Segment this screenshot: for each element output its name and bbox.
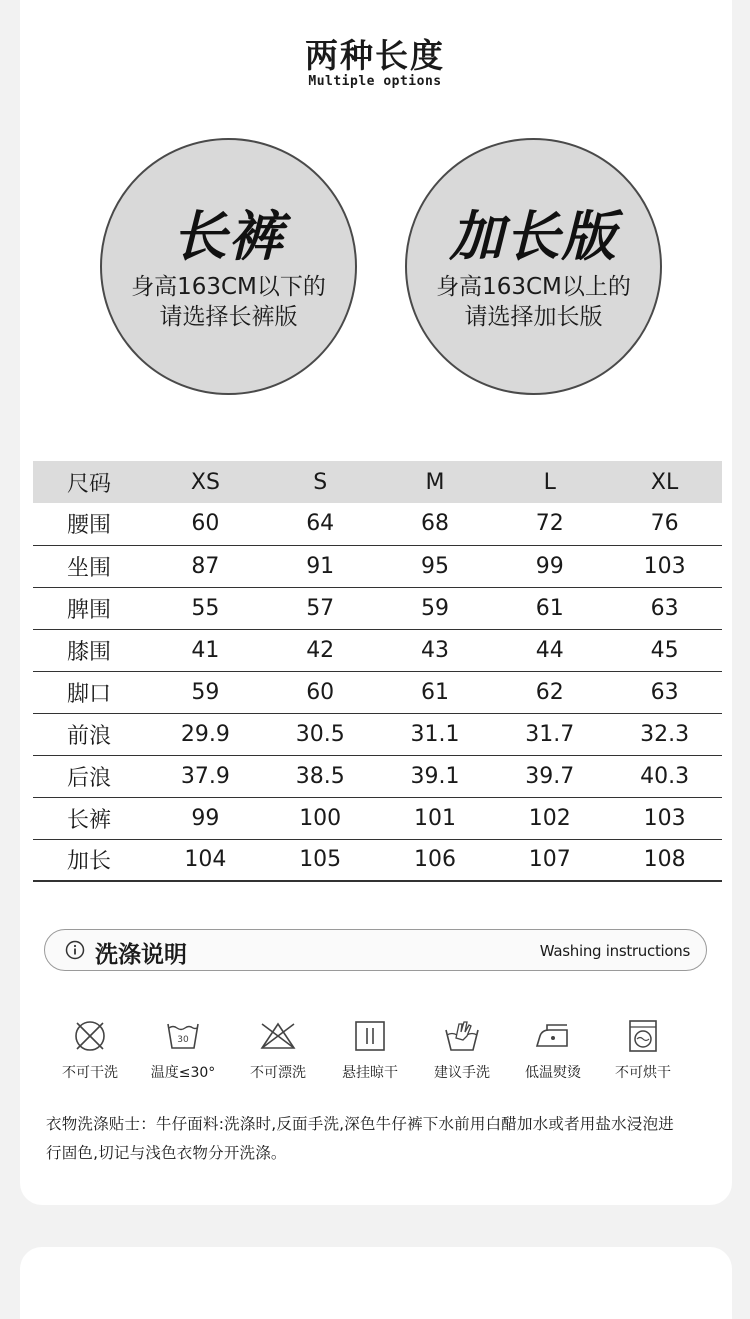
next-card (20, 1247, 732, 1319)
size-value: 44 (492, 629, 607, 671)
size-value: 63 (607, 671, 722, 713)
size-value: 61 (378, 671, 493, 713)
size-value: 31.7 (492, 713, 607, 755)
table-row (33, 629, 722, 671)
care-label: 悬挂晾干 (342, 1065, 398, 1081)
washing-title-en: Washing instructions (539, 942, 690, 960)
table-row (33, 713, 722, 755)
care-label: 不可漂洗 (250, 1065, 306, 1081)
size-value: 64 (263, 503, 378, 545)
measurement-name: 膝围 (33, 629, 148, 671)
header-cell: 尺码 (33, 461, 148, 503)
size-value: 38.5 (263, 755, 378, 797)
measurement-name: 前浪 (33, 713, 148, 755)
care-label: 不可干洗 (62, 1065, 118, 1081)
care-label: 建议手洗 (434, 1065, 490, 1081)
washing-note-line: 衣物洗涤贴士：牛仔面料:洗涤时,反面手洗,深色牛仔裤下水前用白醋加水或者用盐水浸泡进 (46, 1115, 674, 1133)
option-name: 加长版 (449, 205, 618, 268)
table-row (33, 587, 722, 629)
measurement-name: 脾围 (33, 587, 148, 629)
size-value: 108 (607, 839, 722, 881)
size-value: 31.1 (378, 713, 493, 755)
care-item (595, 1016, 691, 1082)
care-icons (40, 1016, 710, 1086)
hand-wash-icon (442, 1016, 482, 1056)
size-value: 102 (492, 797, 607, 839)
size-value: 39.7 (492, 755, 607, 797)
size-value: 55 (148, 587, 263, 629)
low-iron-icon (533, 1016, 573, 1056)
care-item (414, 1016, 510, 1082)
measurement-name: 长裤 (33, 797, 148, 839)
no-machine-wash-icon (70, 1016, 110, 1056)
measurement-name: 腰围 (33, 503, 148, 545)
option-description (102, 272, 355, 332)
wash-30-icon (163, 1016, 203, 1056)
size-value: 106 (378, 839, 493, 881)
no-tumble-dry-icon (623, 1016, 663, 1056)
care-label: 低温熨烫 (525, 1065, 581, 1081)
hang-dry-icon (350, 1016, 390, 1056)
page-title: 两种长度 (305, 36, 445, 75)
size-value: 104 (148, 839, 263, 881)
care-label: 温度≤30° (150, 1065, 216, 1081)
size-value: 103 (607, 545, 722, 587)
washing-instructions-bar (44, 929, 707, 971)
size-table (33, 461, 722, 882)
option-desc-line: 身高163CM以下的 (131, 274, 326, 300)
care-item (505, 1016, 601, 1082)
size-value: 32.3 (607, 713, 722, 755)
option-regular-length (100, 138, 357, 395)
measurement-name: 脚口 (33, 671, 148, 713)
size-value: 95 (378, 545, 493, 587)
option-name: 长裤 (172, 205, 285, 268)
size-value: 37.9 (148, 755, 263, 797)
no-bleach-icon (258, 1016, 298, 1056)
size-value: 60 (263, 671, 378, 713)
size-value: 62 (492, 671, 607, 713)
option-description (407, 272, 660, 332)
info-icon (65, 940, 85, 960)
header-cell: S (263, 461, 378, 503)
size-value: 91 (263, 545, 378, 587)
size-value: 87 (148, 545, 263, 587)
size-value: 107 (492, 839, 607, 881)
size-table-header (33, 461, 722, 503)
size-value: 99 (148, 797, 263, 839)
option-desc-line: 身高163CM以上的 (436, 274, 631, 300)
size-value: 39.1 (378, 755, 493, 797)
size-value: 30.5 (263, 713, 378, 755)
page-subtitle: Multiple options (308, 74, 442, 89)
size-value: 40.3 (607, 755, 722, 797)
header-cell: L (492, 461, 607, 503)
size-value: 100 (263, 797, 378, 839)
care-item (230, 1016, 326, 1082)
table-row (33, 755, 722, 797)
measurement-name: 加长 (33, 839, 148, 881)
measurement-name: 后浪 (33, 755, 148, 797)
header-cell: XS (148, 461, 263, 503)
size-value: 99 (492, 545, 607, 587)
care-item (322, 1016, 418, 1082)
table-row (33, 503, 722, 545)
washing-title: 洗涤说明 (95, 942, 187, 968)
size-value: 59 (378, 587, 493, 629)
size-value: 103 (607, 797, 722, 839)
size-value: 101 (378, 797, 493, 839)
size-value: 45 (607, 629, 722, 671)
size-value: 43 (378, 629, 493, 671)
size-value: 68 (378, 503, 493, 545)
wash-temp: 30 (177, 1035, 189, 1045)
option-desc-line: 请选择加长版 (464, 304, 603, 330)
size-value: 76 (607, 503, 722, 545)
care-label: 不可烘干 (615, 1065, 671, 1081)
size-value: 63 (607, 587, 722, 629)
size-value: 41 (148, 629, 263, 671)
washing-note-line: 行固色,切记与浅色衣物分开洗涤。 (46, 1144, 287, 1162)
size-value: 57 (263, 587, 378, 629)
measurement-name: 坐围 (33, 545, 148, 587)
header-cell: XL (607, 461, 722, 503)
size-value: 29.9 (148, 713, 263, 755)
header-cell: M (378, 461, 493, 503)
table-row (33, 545, 722, 587)
table-row (33, 797, 722, 839)
option-extended-length (405, 138, 662, 395)
table-row (33, 671, 722, 713)
care-item (42, 1016, 138, 1082)
care-item (135, 1016, 231, 1082)
size-value: 59 (148, 671, 263, 713)
size-value: 105 (263, 839, 378, 881)
size-value: 61 (492, 587, 607, 629)
size-value: 60 (148, 503, 263, 545)
size-value: 42 (263, 629, 378, 671)
washing-note (46, 1110, 730, 1168)
size-value: 72 (492, 503, 607, 545)
option-desc-line: 请选择长裤版 (159, 304, 298, 330)
table-row (33, 839, 722, 881)
